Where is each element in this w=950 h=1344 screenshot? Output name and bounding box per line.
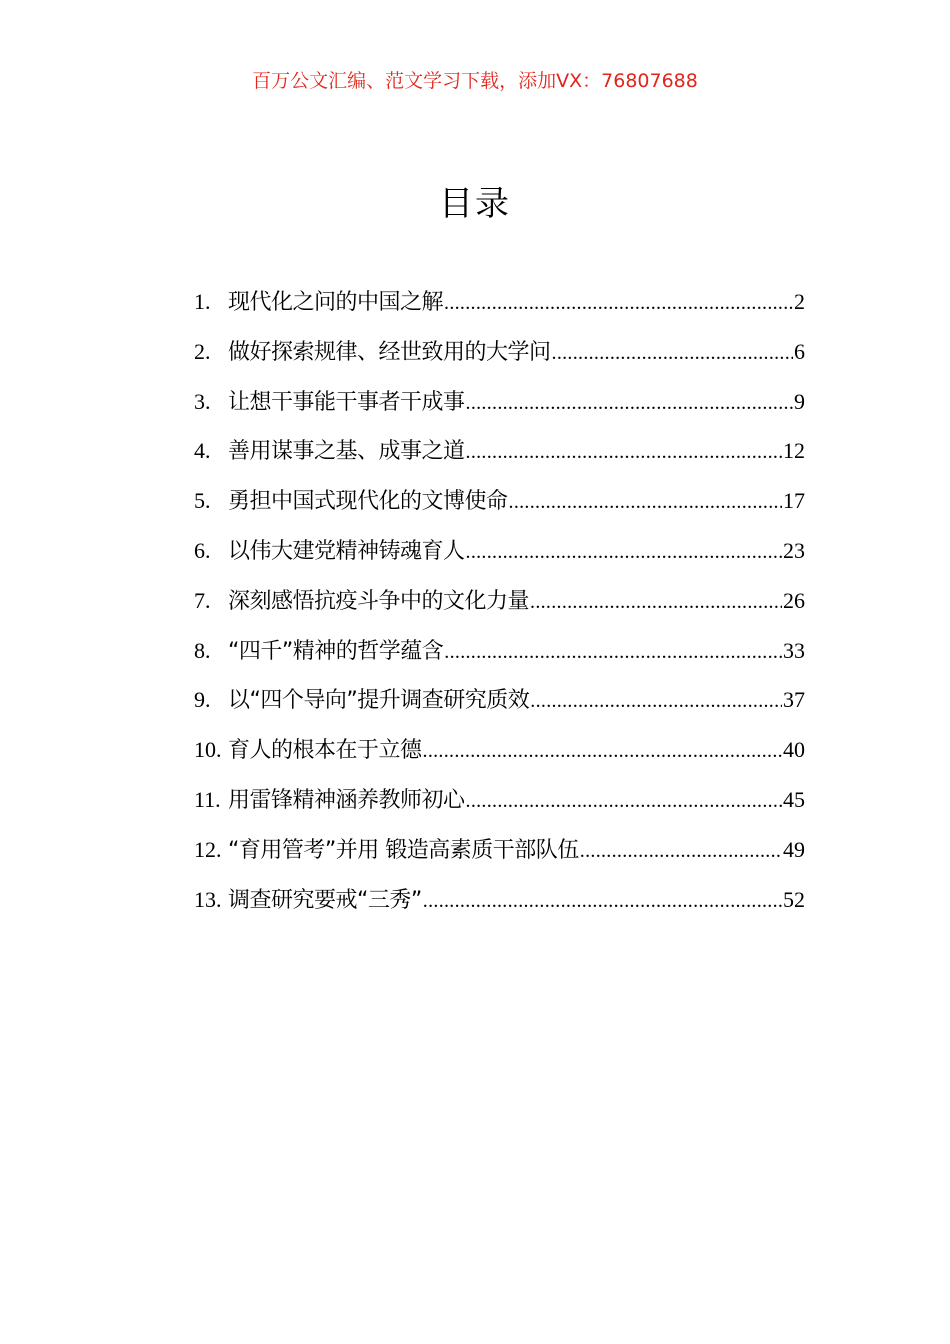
toc-entry-title: 勇担中国式现代化的文博使命 — [228, 489, 508, 515]
toc-entry-number: 5. — [194, 488, 211, 514]
toc-entry-title: 以“四个导向”提升调查研究质效 — [228, 688, 530, 714]
toc-entry-number: 13. — [194, 886, 222, 912]
toc-entry-title: 用雷锋精神涵养教师初心 — [228, 787, 465, 813]
toc-entry-title: 做好探索规律、经世致用的大学问 — [228, 339, 551, 365]
toc-entry[interactable] — [194, 531, 805, 581]
toc-entry[interactable] — [194, 282, 805, 332]
toc-entry-number: 6. — [194, 537, 211, 563]
toc-dot-leader — [552, 333, 793, 373]
toc-entry[interactable] — [194, 481, 805, 531]
toc-dot-leader — [509, 482, 782, 522]
toc-entry-title: 善用谋事之基、成事之道 — [228, 439, 465, 465]
toc-entry-page-number: 37 — [783, 687, 805, 713]
toc-entry-number: 7. — [194, 587, 211, 613]
toc-entry-title: 深刻感悟抗疫斗争中的文化力量 — [228, 588, 530, 614]
toc-entry-title: 以伟大建党精神铸魂育人 — [228, 538, 465, 564]
toc-entry[interactable] — [194, 431, 805, 481]
toc-entry-number: 8. — [194, 637, 211, 663]
toc-entry-title: 育人的根本在于立德 — [228, 738, 422, 764]
toc-entry[interactable] — [194, 382, 805, 432]
toc-entry-page-number: 45 — [783, 786, 805, 812]
toc-dot-leader — [466, 532, 782, 572]
toc-dot-leader — [444, 283, 793, 323]
toc-entry-title: 让想干事能干事者干成事 — [228, 389, 465, 415]
toc-entry[interactable] — [194, 332, 805, 382]
toc-entry-page-number: 17 — [783, 488, 805, 514]
toc-entry-page-number: 2 — [794, 289, 805, 314]
toc-entry-number: 4. — [194, 438, 211, 464]
toc-entry-page-number: 9 — [794, 388, 805, 414]
toc-entry-page-number: 49 — [783, 836, 805, 862]
toc-entry[interactable] — [194, 631, 805, 681]
toc-dot-leader — [466, 781, 782, 821]
toc-entry[interactable] — [194, 581, 805, 631]
toc-entry-title: “四千”精神的哲学蕴含 — [228, 638, 444, 664]
toc-entry[interactable] — [194, 730, 805, 780]
toc-dot-leader — [580, 831, 782, 871]
toc-dot-leader — [466, 432, 782, 472]
toc-entry-title: 调查研究要戒“三秀” — [228, 887, 422, 913]
toc-entry-page-number: 6 — [794, 338, 805, 364]
toc-entry-number: 10. — [194, 737, 222, 763]
toc-entry-page-number: 23 — [783, 537, 805, 563]
toc-entry-page-number: 26 — [783, 587, 805, 613]
toc-entry-page-number: 33 — [783, 637, 805, 663]
toc-entry[interactable] — [194, 680, 805, 730]
toc-entry-page-number: 40 — [783, 737, 805, 763]
toc-dot-leader — [466, 383, 793, 423]
toc-entry[interactable] — [194, 780, 805, 830]
toc-entry-number: 9. — [194, 687, 211, 713]
toc-entry-number: 1. — [194, 289, 211, 314]
toc-dot-leader — [423, 731, 782, 771]
toc-entry-page-number: 52 — [783, 886, 805, 912]
toc-dot-leader — [530, 582, 782, 622]
toc-entry[interactable] — [194, 880, 805, 930]
toc-dot-leader — [423, 881, 782, 921]
toc-entry-number: 3. — [194, 388, 211, 414]
toc-entry-title: “育用管考”并用 锻造高素质干部队伍 — [228, 837, 579, 863]
page-title: 目录 — [439, 184, 511, 224]
toc-entry[interactable] — [194, 830, 805, 880]
table-of-contents — [194, 282, 805, 929]
toc-entry-number: 11. — [194, 786, 221, 812]
toc-entry-title: 现代化之问的中国之解 — [228, 290, 444, 315]
toc-dot-leader — [530, 681, 782, 721]
header-watermark-note: 百万公文汇编、范文学习下载，添加VX：76807688 — [252, 70, 698, 92]
toc-entry-number: 12. — [194, 836, 222, 862]
toc-dot-leader — [444, 632, 782, 672]
toc-entry-page-number: 12 — [783, 438, 805, 464]
toc-entry-number: 2. — [194, 338, 211, 364]
